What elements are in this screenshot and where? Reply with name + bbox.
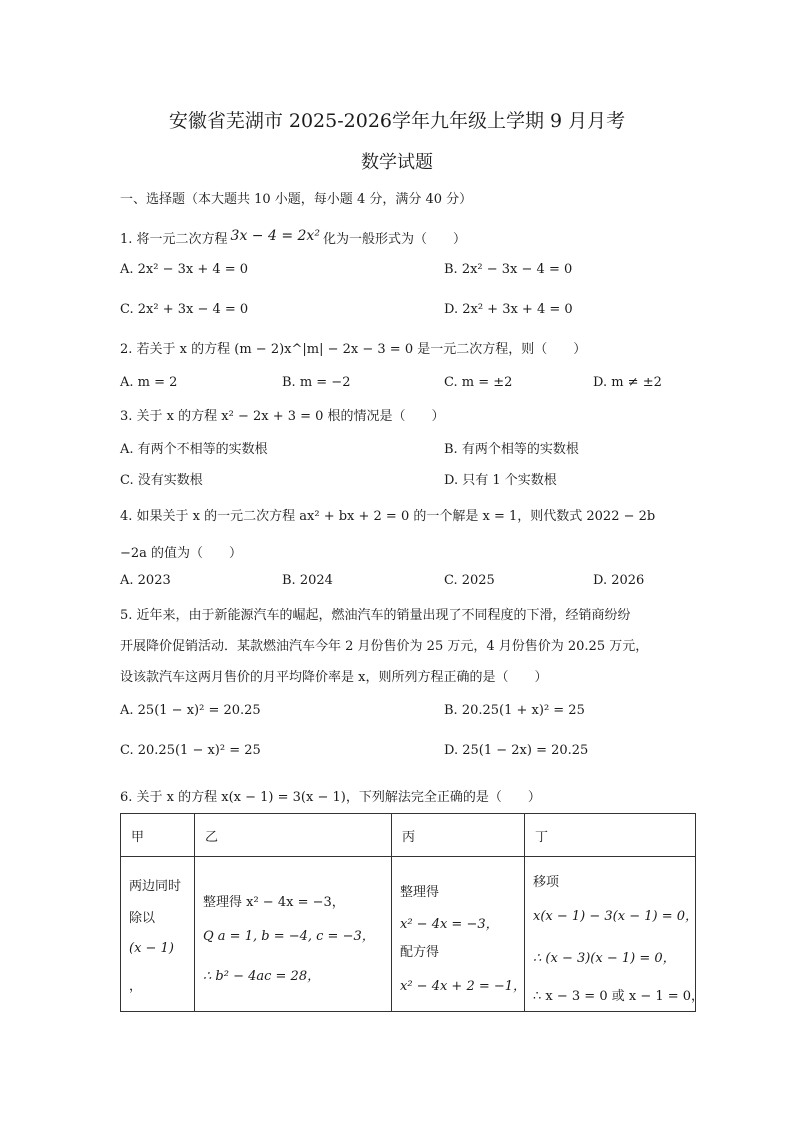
header-bing-label: 丙 <box>402 830 416 845</box>
header-jia <box>121 814 195 857</box>
question-3-option-a[interactable]: A. 有两个不相等的实数根 <box>120 442 268 457</box>
question-1-equation: 3x − 4 = 2x² <box>230 228 320 244</box>
question-5-option-a[interactable]: A. 25(1 − x)² = 20.25 <box>120 703 261 718</box>
header-ding <box>525 814 696 857</box>
cell-bing <box>392 857 525 1012</box>
ding-line-2: x(x − 1) − 3(x − 1) = 0， <box>533 909 698 924</box>
question-3-option-d[interactable]: D. 只有 1 个实数根 <box>444 473 557 488</box>
question-2-option-b[interactable]: B. m = −2 <box>282 375 351 390</box>
yi-line-2: Q a = 1, b = −4, c = −3， <box>203 929 375 944</box>
question-4-stem-line-1: 4. 如果关于 x 的一元二次方程 ax² + bx + 2 = 0 的一个解是 x = 1，则代数式 2022 − 2b <box>120 509 656 524</box>
question-1-option-c[interactable]: C. 2x² + 3x − 4 = 0 <box>120 302 249 317</box>
question-3-stem: 3. 关于 x 的方程 x² − 2x + 3 = 0 根的情况是（ ） <box>120 409 445 424</box>
question-5-stem-line-3: 设该款汽车这两月售价的月平均降价率是 x，则所列方程正确的是（ ） <box>120 670 548 685</box>
jia-line-1: 两边同时 <box>129 879 182 894</box>
bing-line-4: x² − 4x + 2 = −1， <box>400 979 527 994</box>
question-1-option-d[interactable]: D. 2x² + 3x + 4 = 0 <box>444 302 573 317</box>
cell-yi <box>195 857 392 1012</box>
page-title: 安徽省芜湖市 2025-2026学年九年级上学期 9 月月考 <box>168 110 626 132</box>
question-5-option-b[interactable]: B. 20.25(1 + x)² = 25 <box>444 703 585 718</box>
question-4-option-c[interactable]: C. 2025 <box>444 573 495 588</box>
table-header-row <box>121 814 696 857</box>
question-1-option-a[interactable]: A. 2x² − 3x + 4 = 0 <box>120 262 249 277</box>
question-5-option-d[interactable]: D. 25(1 − 2x) = 20.25 <box>444 743 589 758</box>
section-heading: 一、选择题（本大题共 10 小题，每小题 4 分，满分 40 分） <box>120 192 473 207</box>
question-5-stem-line-1: 5. 近年来，由于新能源汽车的崛起，燃油汽车的销量出现了不同程度的下滑，经销商纷纷 <box>120 608 631 623</box>
bing-line-1: 整理得 <box>400 885 440 900</box>
question-5-option-c[interactable]: C. 20.25(1 − x)² = 25 <box>120 743 261 758</box>
ding-line-3: ∴ (x − 3)(x − 1) = 0， <box>533 951 676 966</box>
header-yi <box>195 814 392 857</box>
ding-line-1: 移项 <box>533 875 560 890</box>
jia-line-2: 除以 <box>129 911 156 926</box>
bing-line-3: 配方得 <box>400 945 440 960</box>
jia-line-4: ， <box>129 979 143 994</box>
question-4-option-d[interactable]: D. 2026 <box>593 573 645 588</box>
cell-ding <box>525 857 705 1012</box>
jia-line-3: (x − 1) <box>129 941 174 956</box>
header-yi-label: 乙 <box>205 830 219 845</box>
question-2-option-d[interactable]: D. m ≠ ±2 <box>593 375 662 390</box>
cell-jia <box>121 857 195 1012</box>
solution-comparison-table <box>120 813 705 1012</box>
question-4-stem-line-2: −2a 的值为（ ） <box>120 546 243 561</box>
table-row <box>121 857 696 1012</box>
ding-line-4: ∴ x − 3 = 0 或 x − 1 = 0， <box>533 989 705 1004</box>
page-subtitle: 数学试题 <box>361 152 433 173</box>
question-2-stem: 2. 若关于 x 的方程 (m − 2)x^|m| − 2x − 3 = 0 是一元二次方程，则（ ） <box>120 342 587 357</box>
yi-line-1: 整理得 x² − 4x = −3， <box>203 895 345 910</box>
header-bing <box>392 814 525 857</box>
question-3-option-c[interactable]: C. 没有实数根 <box>120 473 203 488</box>
question-6-stem: 6. 关于 x 的方程 x(x − 1) = 3(x − 1)，下列解法完全正确的是（ ） <box>120 790 541 805</box>
question-1-stem-suffix: 化为一般形式为（ ） <box>322 232 466 247</box>
header-ding-label: 丁 <box>535 830 549 845</box>
question-1-option-b[interactable]: B. 2x² − 3x − 4 = 0 <box>444 262 573 277</box>
question-1-stem-prefix: 1. 将一元二次方程 <box>120 232 228 247</box>
bing-line-2: x² − 4x = −3， <box>400 917 499 932</box>
question-3-option-b[interactable]: B. 有两个相等的实数根 <box>444 442 579 457</box>
question-4-option-b[interactable]: B. 2024 <box>282 573 333 588</box>
question-2-option-c[interactable]: C. m = ±2 <box>444 375 513 390</box>
question-1-stem <box>120 228 466 247</box>
question-5-stem-line-2: 开展降价促销活动．某款燃油汽车今年 2 月份售价为 25 万元，4 月份售价为 20.25 万元， <box>120 639 649 654</box>
question-2-option-a[interactable]: A. m = 2 <box>120 375 178 390</box>
yi-line-3: ∴ b² − 4ac = 28， <box>203 969 321 984</box>
question-4-option-a[interactable]: A. 2023 <box>120 573 171 588</box>
header-jia-label: 甲 <box>131 830 145 845</box>
